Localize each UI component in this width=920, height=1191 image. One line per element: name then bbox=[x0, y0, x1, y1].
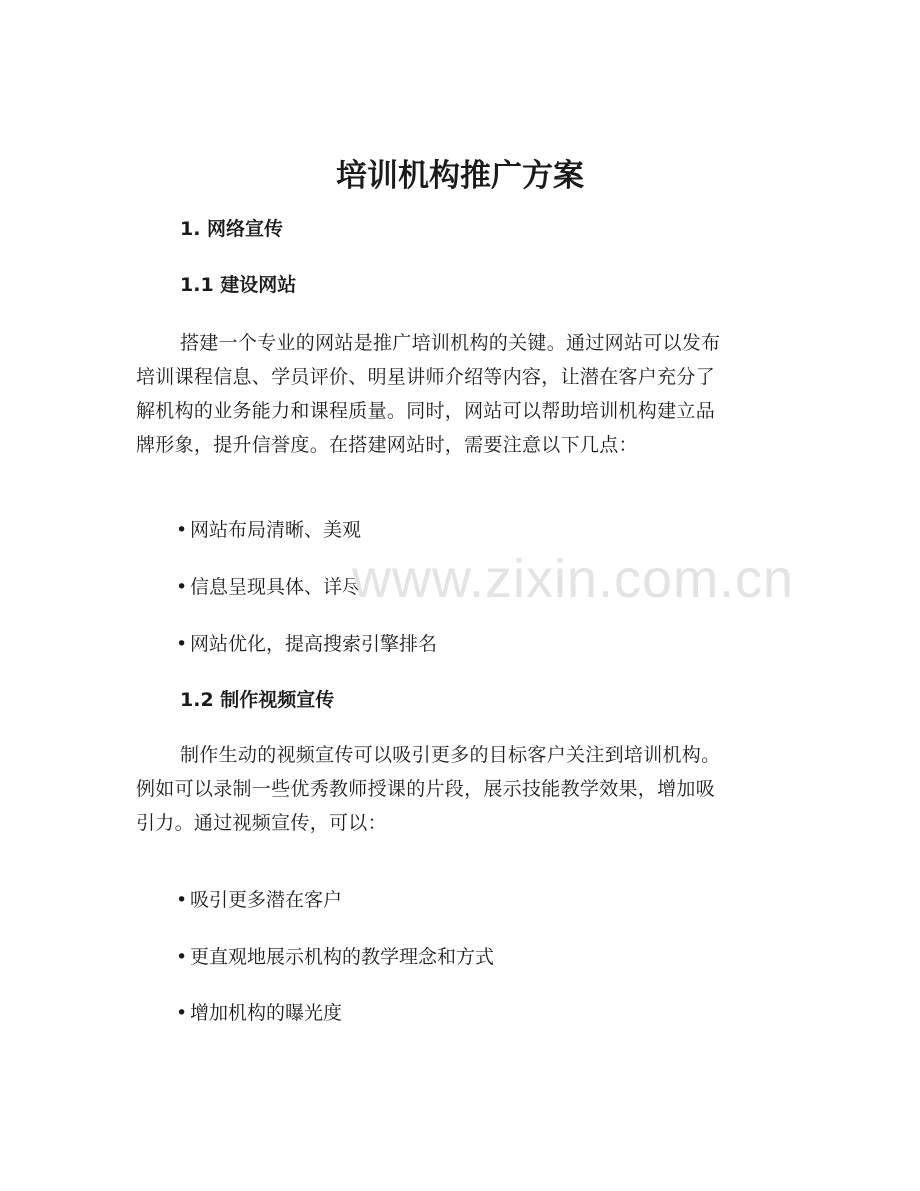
list-item-text: 增加机构的曝光度 bbox=[190, 1002, 343, 1024]
bullet-icon: • bbox=[176, 519, 188, 541]
paragraph-line: 引力。通过视频宣传，可以： bbox=[136, 812, 387, 834]
list-item-text: 网站优化，提高搜索引擎排名 bbox=[190, 633, 438, 655]
paragraph-line: 制作生动的视频宣传可以吸引更多的目标客户关注到培训机构。 bbox=[180, 744, 721, 766]
list-item-text: 更直观地展示机构的教学理念和方式 bbox=[190, 946, 495, 968]
subsection-heading-build-website: 1.1 建设网站 bbox=[180, 274, 297, 296]
list-item-text: 吸引更多潜在客户 bbox=[190, 889, 343, 911]
list-item bbox=[176, 515, 361, 545]
list-item-text: 信息呈现具体、详尽 bbox=[190, 576, 362, 598]
bullet-icon: • bbox=[176, 576, 188, 598]
paragraph-line: 解机构的业务能力和课程质量。同时，网站可以帮助培训机构建立品 bbox=[136, 400, 716, 422]
list-item bbox=[176, 572, 361, 602]
subsection-heading-video-promotion: 1.2 制作视频宣传 bbox=[180, 689, 335, 711]
paragraph-line: 例如可以录制一些优秀教师授课的片段，展示技能教学效果，增加吸 bbox=[136, 778, 716, 800]
section-heading-network-promotion: 1. 网络宣传 bbox=[180, 218, 284, 240]
list-item bbox=[176, 885, 342, 915]
paragraph-line: 牌形象，提升信誉度。在搭建网站时，需要注意以下几点： bbox=[136, 434, 638, 456]
paragraph-video-promotion bbox=[136, 738, 776, 840]
bullet-icon: • bbox=[176, 946, 188, 968]
paragraph-line: 培训课程信息、学员评价、明星讲师介绍等内容，让潜在客户充分了 bbox=[136, 366, 716, 388]
list-item bbox=[176, 629, 437, 659]
document-title: 培训机构推广方案 bbox=[336, 158, 584, 194]
list-item-text: 网站布局清晰、美观 bbox=[190, 519, 362, 541]
bullet-icon: • bbox=[176, 889, 188, 911]
list-item bbox=[176, 942, 494, 972]
bullet-icon: • bbox=[176, 1002, 188, 1024]
list-item bbox=[176, 998, 342, 1028]
bullet-icon: • bbox=[176, 633, 188, 655]
paragraph-build-website bbox=[136, 326, 776, 462]
paragraph-line: 搭建一个专业的网站是推广培训机构的关键。通过网站可以发布 bbox=[180, 332, 721, 354]
watermark-text: www.zixin.com.cn bbox=[352, 549, 795, 609]
